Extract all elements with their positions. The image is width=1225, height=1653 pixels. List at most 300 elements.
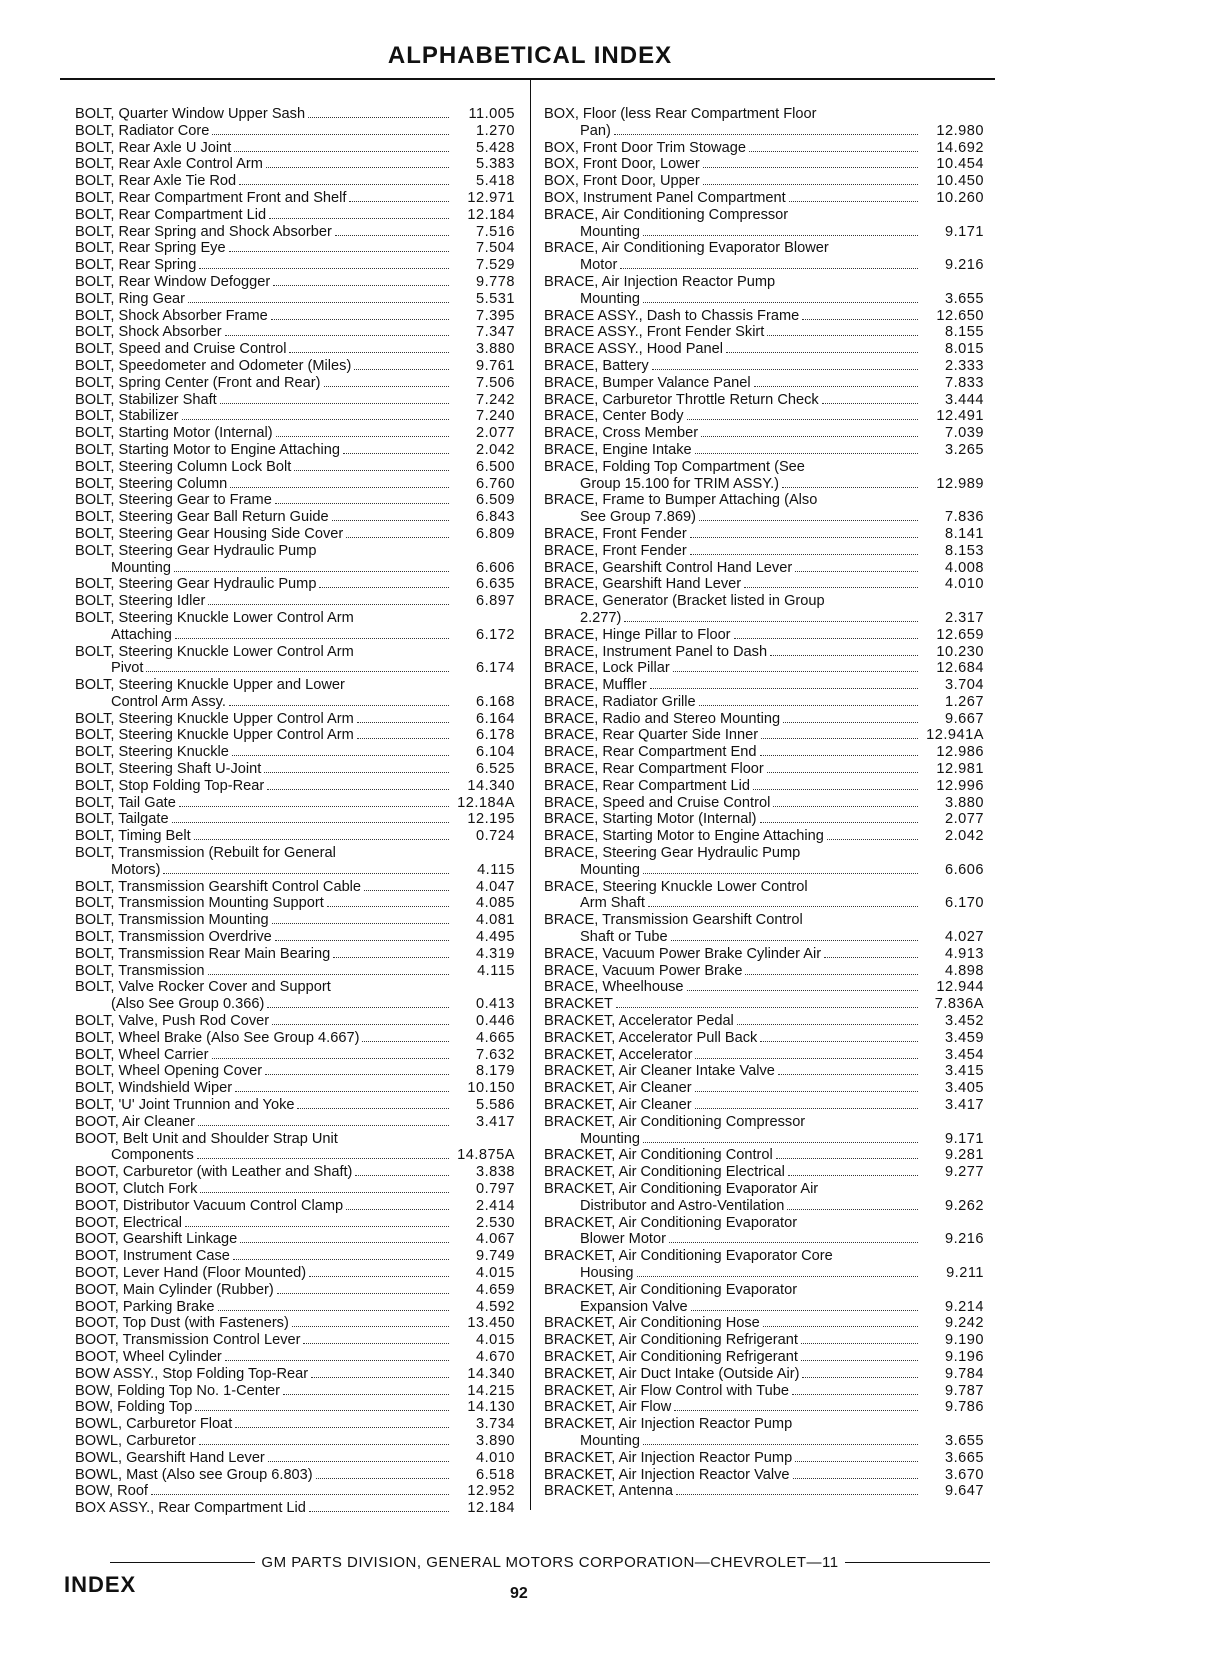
group-number: 2.414: [475, 1197, 515, 1214]
index-entry-label: BRACE, Rear Compartment Floor: [544, 761, 764, 778]
index-entry: [544, 862, 984, 879]
dot-leader: [327, 906, 449, 907]
group-number: 9.171: [944, 223, 984, 240]
index-entry: [75, 744, 515, 761]
group-number: 7.242: [475, 391, 515, 408]
index-entry: [544, 476, 984, 493]
index-entry: [544, 1097, 984, 1114]
group-number: 2.333: [944, 357, 984, 374]
group-number: 4.495: [475, 929, 515, 946]
dot-leader: [208, 974, 450, 975]
index-entry: [544, 190, 984, 207]
index-entry: [544, 392, 984, 409]
group-number: 4.010: [475, 1449, 515, 1466]
index-entry: [75, 1063, 515, 1080]
dot-leader: [316, 1478, 449, 1479]
index-entry-continuation: Shaft or Tube: [580, 929, 668, 946]
group-number: 3.417: [475, 1113, 515, 1130]
index-entry-label: BRACE, Radio and Stereo Mounting: [544, 710, 781, 727]
group-number: 5.531: [475, 290, 515, 307]
dot-leader: [776, 1158, 918, 1159]
dot-leader: [271, 319, 449, 320]
index-entry-label: BOOT, Lever Hand (Floor Mounted): [75, 1264, 307, 1281]
index-entry: [75, 106, 515, 123]
index-entry-label: BOLT, Speed and Cruise Control: [75, 341, 287, 358]
footer-rule-right: [845, 1562, 990, 1563]
index-entry: [544, 442, 984, 459]
group-number: 8.153: [944, 542, 984, 559]
index-entry: [75, 1383, 515, 1400]
index-entry: [544, 1147, 984, 1164]
index-entry-label: BOLT, Ring Gear: [75, 290, 186, 307]
dot-leader: [266, 167, 449, 168]
index-entry-label: BRACKET, Air Conditioning Refrigerant: [544, 1332, 798, 1349]
index-entry-heading: BRACKET, Air Injection Reactor Pump: [544, 1416, 793, 1433]
index-entry-label: BOLT, Rear Spring Eye: [75, 240, 226, 257]
dot-leader: [616, 1007, 918, 1008]
dot-leader: [773, 806, 918, 807]
index-entry-label: BRACE, Engine Intake: [544, 441, 692, 458]
index-entry: [75, 1500, 515, 1517]
group-number: 4.047: [475, 878, 515, 895]
dot-leader: [783, 722, 918, 723]
index-entry-label: BRACKET, Air Flow Control with Tube: [544, 1382, 789, 1399]
dot-leader: [268, 1461, 449, 1462]
index-entry-label: BRACE, Rear Quarter Side Inner: [544, 727, 759, 744]
group-number: 9.211: [946, 1264, 984, 1281]
group-number: 6.178: [475, 727, 515, 744]
group-number: 7.347: [475, 324, 515, 341]
group-number: 12.944: [936, 979, 984, 996]
index-entry: [75, 492, 515, 509]
group-number: 4.015: [475, 1332, 515, 1349]
dot-leader: [669, 1242, 918, 1243]
index-entry-label: BOLT, Steering Gear Hydraulic Pump: [75, 576, 317, 593]
group-number: 8.015: [944, 341, 984, 358]
index-entry: [75, 1147, 515, 1164]
group-number: 12.981: [936, 761, 984, 778]
group-number: 7.836A: [934, 996, 984, 1013]
dot-leader: [355, 1175, 449, 1176]
index-entry: [544, 1080, 984, 1097]
group-number: 4.670: [475, 1348, 515, 1365]
index-entry-heading: BOLT, Steering Knuckle Lower Control Arm: [75, 643, 354, 660]
index-entry-label: BRACE, Instrument Panel to Dash: [544, 643, 768, 660]
group-number: 5.383: [475, 156, 515, 173]
dot-leader: [199, 1444, 449, 1445]
index-entry: [75, 207, 515, 224]
group-number: 4.319: [475, 945, 515, 962]
group-number: 4.081: [475, 912, 515, 929]
index-entry-label: BRACE, Bumper Valance Panel: [544, 374, 751, 391]
dot-leader: [200, 1192, 449, 1193]
dot-leader: [229, 251, 449, 252]
index-entry-label: BOW, Folding Top No. 1-Center: [75, 1382, 280, 1399]
index-entry-label: BRACE, Speed and Cruise Control: [544, 794, 771, 811]
dot-leader: [151, 1494, 449, 1495]
index-entry-label: BOLT, Wheel Brake (Also See Group 4.667): [75, 1029, 360, 1046]
dot-leader: [272, 1024, 449, 1025]
dot-leader: [212, 134, 449, 135]
index-entry: [75, 996, 515, 1013]
index-entry: [544, 224, 984, 241]
index-entry: [75, 1483, 515, 1500]
dot-leader: [233, 1259, 449, 1260]
group-number: 12.996: [936, 777, 984, 794]
index-entry-label: BOX, Instrument Panel Compartment: [544, 189, 786, 206]
group-number: 12.980: [936, 122, 984, 139]
group-number: 3.655: [944, 290, 984, 307]
dot-leader: [175, 638, 449, 639]
group-number: 6.809: [475, 525, 515, 542]
index-entry: [544, 1383, 984, 1400]
index-entry: [75, 879, 515, 896]
index-entry: [544, 1231, 984, 1248]
group-number: 8.141: [944, 525, 984, 542]
footer-credit: GM PARTS DIVISION, GENERAL MOTORS CORPORATION—CHEVROLET—11: [261, 1554, 839, 1571]
index-entry-label: BOWL, Mast (Also see Group 6.803): [75, 1466, 313, 1483]
index-entry: [544, 560, 984, 577]
dot-leader: [802, 1377, 918, 1378]
index-entry-label: BOOT, Electrical: [75, 1214, 183, 1231]
dot-leader: [801, 1343, 918, 1344]
group-number: 3.452: [944, 1013, 984, 1030]
index-entry-continuation: Mounting: [580, 290, 641, 307]
index-entry-label: BOLT, Steering Knuckle Upper Control Arm: [75, 727, 354, 744]
index-entry: [544, 644, 984, 661]
index-entry: [75, 291, 515, 308]
index-entry-label: BOLT, Steering Shaft U-Joint: [75, 761, 262, 778]
index-entry-label: BRACE, Radiator Grille: [544, 693, 696, 710]
index-entry: [544, 1063, 984, 1080]
index-entry: [75, 123, 515, 140]
index-entry: [544, 140, 984, 157]
index-entry: [75, 1231, 515, 1248]
index-entry: [544, 509, 984, 526]
index-entry-label: BOLT, Speedometer and Odometer (Miles): [75, 357, 352, 374]
index-entry: [75, 1433, 515, 1450]
index-entry-label: BRACE, Cross Member: [544, 425, 699, 442]
index-entry-label: BRACE, Lock Pillar: [544, 660, 670, 677]
dot-leader: [308, 117, 449, 118]
index-entry: [75, 929, 515, 946]
group-number: 7.504: [475, 240, 515, 257]
index-entry: [75, 1416, 515, 1433]
index-entry-label: BOLT, Rear Axle Tie Rod: [75, 173, 237, 190]
index-entry: [544, 358, 984, 375]
dot-leader: [674, 1410, 918, 1411]
index-entry: [544, 173, 984, 190]
group-number: 9.196: [944, 1348, 984, 1365]
dot-leader: [822, 403, 918, 404]
index-entry: [75, 358, 515, 375]
dot-leader: [269, 218, 449, 219]
dot-leader: [699, 520, 918, 521]
group-number: 9.761: [475, 357, 515, 374]
group-number: 12.684: [936, 660, 984, 677]
dot-leader: [620, 268, 918, 269]
index-column-left: [75, 106, 515, 1517]
index-entry-heading: BRACE, Steering Knuckle Lower Control: [544, 878, 808, 895]
index-entry-continuation: Mounting: [580, 1432, 641, 1449]
group-number: 14.692: [936, 139, 984, 156]
index-entry: [544, 425, 984, 442]
dot-leader: [691, 1310, 918, 1311]
dot-leader: [703, 184, 918, 185]
index-entry: [75, 526, 515, 543]
index-entry-label: BOLT, Shock Absorber: [75, 324, 222, 341]
dot-leader: [220, 403, 449, 404]
index-entry: [75, 509, 515, 526]
dot-leader: [687, 990, 918, 991]
index-entry-label: BRACE ASSY., Front Fender Skirt: [544, 324, 765, 341]
index-entry: [75, 442, 515, 459]
group-number: 2.077: [475, 425, 515, 442]
index-entry-continuation: Distributor and Astro-Ventilation: [580, 1197, 785, 1214]
index-entry: [544, 1332, 984, 1349]
group-number: 7.506: [475, 374, 515, 391]
index-entry-label: BOLT, Rear Axle U Joint: [75, 139, 232, 156]
index-entry-label: BRACE ASSY., Hood Panel: [544, 341, 724, 358]
index-entry-heading: BOLT, Steering Knuckle Lower Control Arm: [75, 609, 354, 626]
index-entry: [75, 778, 515, 795]
index-entry-heading: BOLT, Steering Gear Hydraulic Pump: [75, 542, 317, 559]
group-number: 2.530: [475, 1214, 515, 1231]
index-entry-label: BOOT, Gearshift Linkage: [75, 1231, 238, 1248]
group-number: 9.242: [944, 1315, 984, 1332]
dot-leader: [643, 873, 918, 874]
page-title: ALPHABETICAL INDEX: [387, 42, 673, 69]
index-entry: [75, 341, 515, 358]
index-entry: [75, 240, 515, 257]
group-number: 3.670: [944, 1466, 984, 1483]
index-entry: [75, 156, 515, 173]
group-number: 3.655: [944, 1432, 984, 1449]
index-entry: [544, 576, 984, 593]
group-number: 4.592: [475, 1298, 515, 1315]
group-number: 6.843: [475, 509, 515, 526]
group-number: 7.395: [475, 307, 515, 324]
dot-leader: [346, 537, 449, 538]
index-entry-label: BOLT, Windshield Wiper: [75, 1080, 233, 1097]
index-entry: [75, 963, 515, 980]
index-entry-continuation: Housing: [580, 1264, 634, 1281]
index-entry: [544, 1483, 984, 1500]
dot-leader: [824, 957, 918, 958]
index-entry: [75, 1399, 515, 1416]
dot-leader: [726, 352, 918, 353]
index-entry: [75, 140, 515, 157]
index-entry-label: BRACKET, Air Conditioning Electrical: [544, 1164, 785, 1181]
group-number: 10.454: [936, 156, 984, 173]
group-number: 6.174: [475, 660, 515, 677]
index-entry-heading: BOLT, Transmission (Rebuilt for General: [75, 845, 336, 862]
dot-leader: [289, 352, 449, 353]
group-number: 5.418: [475, 173, 515, 190]
dot-leader: [787, 1209, 918, 1210]
dot-leader: [199, 268, 449, 269]
index-entry-label: BOLT, Rear Spring: [75, 257, 197, 274]
dot-leader: [760, 822, 919, 823]
group-number: 0.724: [475, 828, 515, 845]
index-entry-continuation: Control Arm Assy.: [111, 693, 226, 710]
index-entry-label: BOLT, Steering Column: [75, 475, 228, 492]
index-entry-label: BOWL, Gearshift Hand Lever: [75, 1449, 265, 1466]
index-entry: [544, 543, 984, 560]
dot-leader: [763, 1326, 918, 1327]
index-entry-continuation: Mounting: [580, 223, 641, 240]
index-entry-heading: BOLT, Steering Knuckle Upper and Lower: [75, 677, 345, 694]
index-entry-label: BRACKET, Air Conditioning Hose: [544, 1315, 760, 1332]
index-entry: [544, 1265, 984, 1282]
index-entry-continuation: 2.277): [580, 609, 622, 626]
group-number: 7.516: [475, 223, 515, 240]
index-entry-heading: BRACE, Folding Top Compartment (See: [544, 458, 805, 475]
group-number: 3.838: [475, 1164, 515, 1181]
index-entry: [75, 1114, 515, 1131]
group-number: 3.417: [944, 1097, 984, 1114]
group-number: 12.491: [936, 408, 984, 425]
index-entry-label: BRACKET, Air Conditioning Control: [544, 1147, 773, 1164]
index-entry-label: BOOT, Air Cleaner: [75, 1113, 196, 1130]
index-entry-heading: BOLT, Valve Rocker Cover and Support: [75, 979, 331, 996]
group-number: 9.784: [944, 1365, 984, 1382]
index-entry: [544, 526, 984, 543]
index-entry: [75, 190, 515, 207]
dot-leader: [676, 1494, 918, 1495]
index-entry-heading: BOX, Floor (less Rear Compartment Floor: [544, 106, 817, 122]
index-entry: [75, 1181, 515, 1198]
index-entry-label: BOLT, Steering Knuckle: [75, 744, 229, 761]
dot-leader: [761, 738, 918, 739]
group-number: 6.170: [944, 895, 984, 912]
dot-leader: [357, 722, 449, 723]
group-number: 9.277: [944, 1164, 984, 1181]
index-entry-label: BOLT, Rear Window Defogger: [75, 273, 271, 290]
dot-leader: [230, 487, 449, 488]
dot-leader: [687, 419, 918, 420]
index-entry: [544, 1299, 984, 1316]
index-entry: [75, 912, 515, 929]
index-entry: [75, 1198, 515, 1215]
index-entry: [75, 173, 515, 190]
dot-leader: [614, 134, 918, 135]
index-entry-label: BOOT, Parking Brake: [75, 1298, 215, 1315]
group-number: 12.989: [936, 475, 984, 492]
index-entry-heading: BRACE, Transmission Gearshift Control: [544, 912, 803, 929]
dot-leader: [793, 1478, 919, 1479]
group-number: 3.880: [475, 341, 515, 358]
index-entry: [75, 1013, 515, 1030]
index-entry-continuation: Attaching: [111, 626, 172, 643]
dot-leader: [146, 671, 449, 672]
index-entry: [75, 811, 515, 828]
index-entry-label: BRACKET, Accelerator Pull Back: [544, 1029, 758, 1046]
index-entry-label: BOLT, Quarter Window Upper Sash: [75, 106, 306, 122]
index-entry-continuation: Blower Motor: [580, 1231, 666, 1248]
dot-leader: [276, 436, 449, 437]
index-entry: [544, 1131, 984, 1148]
index-entry-label: BOLT, Steering Gear Housing Side Cover: [75, 525, 344, 542]
dot-leader: [185, 1226, 449, 1227]
dot-leader: [770, 655, 918, 656]
index-entry: [544, 156, 984, 173]
index-entry-label: BRACKET, Antenna: [544, 1483, 673, 1500]
group-number: 12.650: [936, 307, 984, 324]
index-entry: [544, 1164, 984, 1181]
index-entry-label: BOLT, Starting Motor (Internal): [75, 425, 273, 442]
index-entry-continuation: See Group 7.869): [580, 509, 697, 526]
dot-leader: [364, 890, 449, 891]
group-number: 3.459: [944, 1029, 984, 1046]
index-entry: [544, 727, 984, 744]
dot-leader: [182, 419, 449, 420]
index-entry-label: BRACKET, Accelerator Pedal: [544, 1013, 734, 1030]
group-number: 8.155: [944, 324, 984, 341]
index-entry: [75, 560, 515, 577]
group-number: 9.214: [944, 1298, 984, 1315]
group-number: 14.340: [467, 777, 515, 794]
group-number: 9.749: [475, 1248, 515, 1265]
group-number: 3.880: [944, 794, 984, 811]
dot-leader: [297, 1108, 449, 1109]
index-entry: [75, 392, 515, 409]
index-entry: [544, 761, 984, 778]
index-entry: [75, 375, 515, 392]
index-entry-label: BRACKET, Air Injection Reactor Valve: [544, 1466, 790, 1483]
dot-leader: [701, 436, 918, 437]
dot-leader: [637, 1276, 918, 1277]
index-entry-label: BOOT, Wheel Cylinder: [75, 1348, 222, 1365]
index-entry: [75, 1164, 515, 1181]
dot-leader: [643, 302, 918, 303]
dot-leader: [643, 1142, 918, 1143]
group-number: 1.267: [944, 693, 984, 710]
dot-leader: [349, 201, 449, 202]
dot-leader: [690, 554, 918, 555]
group-number: 4.659: [475, 1281, 515, 1298]
index-entry: [75, 224, 515, 241]
group-number: 9.667: [944, 710, 984, 727]
dot-leader: [333, 957, 449, 958]
dot-leader: [267, 789, 449, 790]
group-number: 9.216: [944, 257, 984, 274]
dot-leader: [264, 772, 449, 773]
index-entry-label: BRACE, Hinge Pillar to Floor: [544, 626, 731, 643]
index-entry: [75, 1047, 515, 1064]
index-entry-continuation: Expansion Valve: [580, 1298, 688, 1315]
group-number: 6.500: [475, 458, 515, 475]
group-number: 8.179: [475, 1063, 515, 1080]
group-number: 3.665: [944, 1449, 984, 1466]
group-number: 4.665: [475, 1029, 515, 1046]
index-entry: [544, 795, 984, 812]
index-entry: [75, 324, 515, 341]
dot-leader: [188, 302, 449, 303]
group-number: 5.428: [475, 139, 515, 156]
index-entry-continuation: (Also See Group 0.366): [111, 996, 265, 1013]
index-entry-label: BOLT, Spring Center (Front and Rear): [75, 374, 321, 391]
dot-leader: [225, 1360, 449, 1361]
dot-leader: [650, 688, 918, 689]
header-rule: [60, 78, 995, 80]
index-entry-label: BOLT, Rear Compartment Front and Shelf: [75, 189, 347, 206]
group-number: 2.042: [475, 441, 515, 458]
dot-leader: [346, 1209, 449, 1210]
index-entry: [544, 895, 984, 912]
index-entry-heading: BRACE, Air Conditioning Evaporator Blower: [544, 240, 829, 257]
index-entry: [75, 459, 515, 476]
